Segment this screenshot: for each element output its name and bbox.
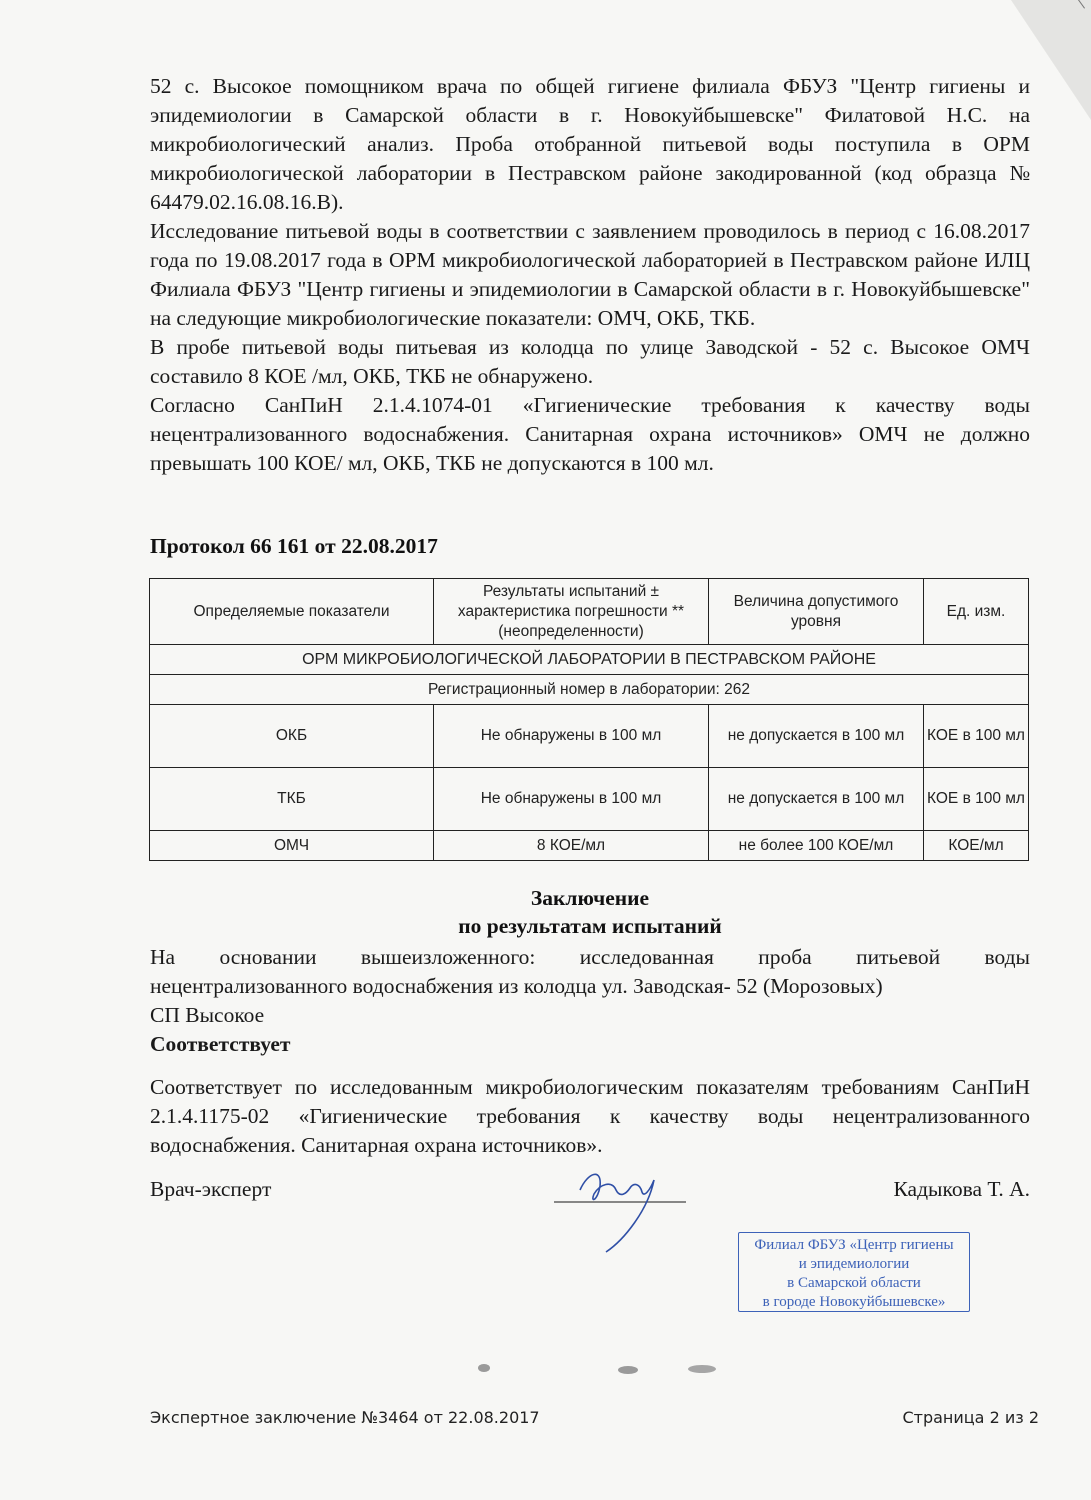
document-body [150,72,1030,478]
table-header-cell: Величина допустимого уровня [709,579,924,645]
results-table [149,578,1029,861]
table-cell: КОЕ в 100 мл [924,768,1029,831]
table-cell: 8 КОЕ/мл [434,831,709,861]
footer-document-ref: Экспертное заключение №3464 от 22.08.2017 [150,1408,540,1427]
conclusion-basis-line: СП Высокое [150,1003,265,1027]
stamp-line: и эпидемиологии [798,1256,910,1272]
paragraph-result: В пробе питьевой воды питьевая из колодца по улице Заводской - 52 с. Высокое ОМЧ составило 8 КОЕ /мл, ОКБ, ТКБ не обнаружено. [150,335,1030,388]
footer-page-number: Страница 2 из 2 [902,1408,1039,1427]
table-cell: не более 100 КОЕ/мл [709,831,924,861]
table-cell: КОЕ в 100 мл [924,705,1029,768]
organization-stamp [738,1232,970,1312]
conclusion-body [150,943,1030,1160]
paragraph-study-period: Исследование питьевой воды в соответствии с заявлением проводилось в период с 16.08.2017 года по 19.08.2017 года в ОРМ микробиологической лабораторией в Пестравском районе ИЛЦ Филиала ФБУЗ "Центр гигиены и эпидемиологии в Самарской области в г. Новокуйбышевске" на следующие микробиологические показатели: ОМЧ, ОКБ, ТКБ. [150,219,1030,330]
conclusion-basis-line: нецентрализованного водоснабжения из колодца ул. Заводская- 52 (Морозовых) [150,974,883,998]
table-header-cell: Результаты испытаний ± характеристика погрешности **(неопределенности) [434,579,709,645]
table-header-cell: Определяемые показатели [150,579,434,645]
reg-number-cell: Регистрационный номер в лаборатории: 262 [150,675,1029,705]
table-lab-row [150,645,1029,675]
conclusion-subtitle: по результатам испытаний [458,914,722,938]
handwritten-signature [550,1150,700,1260]
conclusion-basis-line: На основании вышеизложенного: исследованная проба питьевой воды [150,945,1030,969]
table-row [150,768,1029,831]
signer-name: Кадыкова Т. А. [893,1177,1030,1201]
table-cell: не допускается в 100 мл [709,768,924,831]
table-row [150,705,1029,768]
stamp-line: в городе Новокуйбышевске» [762,1294,946,1310]
stamp-line: Филиал ФБУЗ «Центр гигиены [754,1237,954,1253]
conclusion-compliance: Соответствует по исследованным микробиологическим показателям требованиям СанПиН 2.1.4.1175-02 «Гигиенические требования к качеству воды нецентрализованного водоснабжения. Санитарная охрана источников». [150,1075,1030,1157]
protocol-title: Протокол 66 161 от 22.08.2017 [150,534,438,558]
scan-smudges [440,1356,740,1386]
table-cell: ОМЧ [150,831,434,861]
table-cell: Не обнаружены в 100 мл [434,768,709,831]
table-cell: ОКБ [150,705,434,768]
table-reg-row [150,675,1029,705]
conclusion-verdict: Соответствует [150,1032,291,1056]
table-cell: КОЕ/мл [924,831,1029,861]
stamp-line: в Самарской области [787,1275,921,1291]
signer-role: Врач-эксперт [150,1177,272,1201]
table-cell: Не обнаружены в 100 мл [434,705,709,768]
paragraph-norms: Согласно СанПиН 2.1.4.1074-01 «Гигиенические требования к качеству воды нецентрализованного водоснабжения. Санитарная охрана источников» ОМЧ не должно превышать 100 КОЕ/ мл, ОКБ, ТКБ не допускаются в 100 мл. [150,393,1030,475]
table-row [150,831,1029,861]
table-header-cell: Ед. изм. [924,579,1029,645]
conclusion-title: Заключение [530,886,650,910]
table-cell: ТКБ [150,768,434,831]
table-header-row [150,579,1029,645]
paragraph-sample-intake: 52 с. Высокое помощником врача по общей гигиене филиала ФБУЗ "Центр гигиены и эпидемиологии в Самарской области в г. Новокуйбышевске" Филатовой Н.С. на микробиологический анализ. Проба отобранной питьевой воды поступила в ОРМ микробиологической лаборатории в Пестравском районе закодированной (код образца № 64479.02.16.08.16.В). [150,74,1030,214]
lab-name-cell: ОРМ МИКРОБИОЛОГИЧЕСКОЙ ЛАБОРАТОРИИ В ПЕСТРАВСКОМ РАЙОНЕ [150,645,1029,675]
table-cell: не допускается в 100 мл [709,705,924,768]
